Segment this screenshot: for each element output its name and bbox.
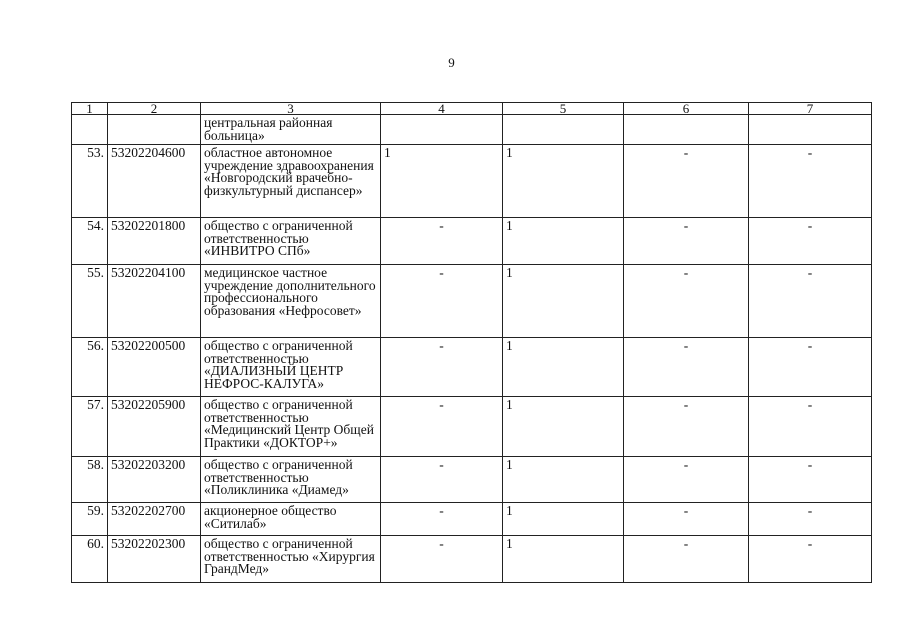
column-7-value: - xyxy=(749,265,872,338)
organization-name: общество с ограниченной ответственностью «ИНВИТРО СПб» xyxy=(201,218,381,265)
column-6-value: - xyxy=(624,397,749,457)
row-number: 54. xyxy=(72,218,108,265)
column-7-value: - xyxy=(749,218,872,265)
column-5-value: 1 xyxy=(503,218,624,265)
column-7-value: - xyxy=(749,397,872,457)
organization-code: 53202204100 xyxy=(108,265,201,338)
organization-name: акционерное общество «Ситилаб» xyxy=(201,503,381,536)
organization-name: общество с ограниченной ответственностью «Хирургия ГрандМед» xyxy=(201,536,381,583)
organization-code: 53202202300 xyxy=(108,536,201,583)
column-6-value: - xyxy=(624,265,749,338)
table-row xyxy=(72,536,872,583)
column-4-value: - xyxy=(381,503,503,536)
organization-name: областное автономное учреждение здравоохранения «Новгородский врачебно-физкультурный диспансер» xyxy=(201,145,381,218)
column-header: 4 xyxy=(381,103,503,115)
column-5-value: 1 xyxy=(503,503,624,536)
column-4-value: - xyxy=(381,457,503,503)
organization-code: 53202205900 xyxy=(108,397,201,457)
column-5-value: 1 xyxy=(503,145,624,218)
row-number: 60. xyxy=(72,536,108,583)
organization-code: 53202203200 xyxy=(108,457,201,503)
column-5-value: 1 xyxy=(503,397,624,457)
row-number: 57. xyxy=(72,397,108,457)
column-header: 6 xyxy=(624,103,749,115)
row-number: 59. xyxy=(72,503,108,536)
row-number: 53. xyxy=(72,145,108,218)
column-6-value: - xyxy=(624,503,749,536)
table-row xyxy=(72,145,872,218)
column-5-value: 1 xyxy=(503,536,624,583)
organization-code: 53202200500 xyxy=(108,338,201,397)
organization-name: центральная районная больница» xyxy=(201,115,381,145)
organization-code: 53202201800 xyxy=(108,218,201,265)
column-6-value: - xyxy=(624,457,749,503)
table-row xyxy=(72,457,872,503)
column-6-value: - xyxy=(624,145,749,218)
column-5-value: 1 xyxy=(503,338,624,397)
row-number: 56. xyxy=(72,338,108,397)
column-header: 3 xyxy=(201,103,381,115)
table-row xyxy=(72,503,872,536)
organization-name: общество с ограниченной ответственностью «ДИАЛИЗНЫЙ ЦЕНТР НЕФРОС-КАЛУГА» xyxy=(201,338,381,397)
column-4-value: - xyxy=(381,338,503,397)
column-header: 2 xyxy=(108,103,201,115)
organization-code: 53202204600 xyxy=(108,145,201,218)
column-7-value: - xyxy=(749,145,872,218)
column-6-value: - xyxy=(624,536,749,583)
row-number: 55. xyxy=(72,265,108,338)
table-row xyxy=(72,338,872,397)
column-5-value: 1 xyxy=(503,265,624,338)
table-row xyxy=(72,397,872,457)
column-7-value: - xyxy=(749,338,872,397)
organization-name: общество с ограниченной ответственностью «Поликлиника «Диамед» xyxy=(201,457,381,503)
organization-code: 53202202700 xyxy=(108,503,201,536)
column-4-value: - xyxy=(381,397,503,457)
table-row xyxy=(72,218,872,265)
row-number: 58. xyxy=(72,457,108,503)
column-4-value: - xyxy=(381,218,503,265)
column-4-value: 1 xyxy=(381,145,503,218)
column-6-value: - xyxy=(624,218,749,265)
column-6-value: - xyxy=(624,338,749,397)
column-7-value: - xyxy=(749,503,872,536)
column-7-value: - xyxy=(749,536,872,583)
organizations-table xyxy=(71,102,872,583)
column-header: 7 xyxy=(749,103,872,115)
column-4-value: - xyxy=(381,265,503,338)
column-5-value: 1 xyxy=(503,457,624,503)
column-header: 5 xyxy=(503,103,624,115)
column-4-value: - xyxy=(381,536,503,583)
table-row xyxy=(72,265,872,338)
table-row-continuation xyxy=(72,115,872,145)
page-number: 9 xyxy=(448,55,455,70)
column-header: 1 xyxy=(72,103,108,115)
column-7-value: - xyxy=(749,457,872,503)
organization-name: общество с ограниченной ответственностью «Медицинский Центр Общей Практики «ДОКТОР+» xyxy=(201,397,381,457)
header-row xyxy=(72,103,872,115)
organization-name: медицинское частное учреждение дополнительного профессионального образования «Нефросовет» xyxy=(201,265,381,338)
